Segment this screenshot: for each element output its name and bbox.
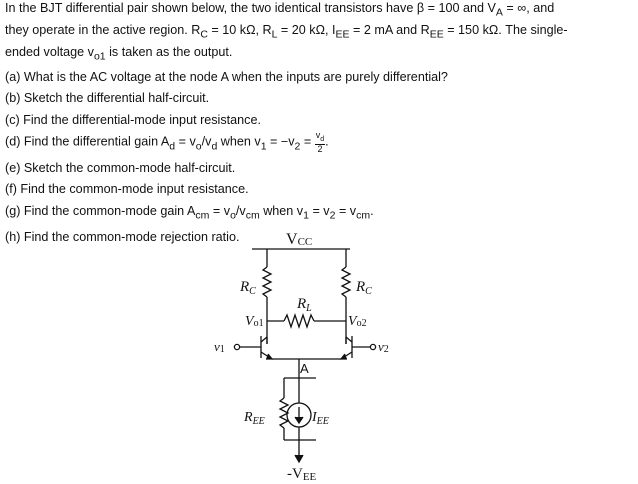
part-c: (c) Find the differential-mode input resistance.	[5, 112, 261, 127]
differential-pair-circuit	[200, 226, 400, 484]
node-a-label: A	[300, 361, 309, 376]
v1-label: v1	[214, 339, 225, 355]
vee-arrow	[295, 455, 303, 462]
rc-right-label: $R_C$	[356, 279, 372, 297]
part-f: (f) Find the common-mode input resistance.	[5, 182, 249, 197]
va-subscript: A	[495, 6, 503, 19]
fraction-vd-over-2: $\frac{v_d}{2}$	[315, 130, 325, 155]
rc-left-resistor	[263, 267, 271, 297]
part-b: (b) Sketch the differential half-circuit.	[5, 91, 210, 106]
question-parts	[5, 67, 635, 248]
intro-line-1: In the BJT differential pair shown below, the two identical transistors have β = 100 and $V_A$ = ∞, and	[5, 1, 555, 19]
part-a: (a) What is the AC voltage at the node A when the inputs are purely differential?	[5, 70, 448, 85]
ree-label: $R_{EE}$	[244, 410, 265, 427]
problem-intro	[5, 0, 635, 66]
vcc-label: VCC	[286, 231, 313, 248]
part-d: (d) Find the differential gain $A_d = v_o/v_d$ when $v_1 = -v_2$ = $\frac{v_d}{2}$ .	[5, 130, 329, 155]
intro-line-2: they operate in the active region. $R_C = 10$ kΩ, $R_L = 20$ kΩ, $I_{EE} = 2$ mA and $R_{EE} = 150$ kΩ. The single-	[5, 23, 568, 41]
part-g: (g) Find the common-mode gain $A_{cm} = v_o/v_{cm}$ when $v_1 = v_2 = v_{cm}$.	[5, 203, 374, 222]
v2-input-terminal	[370, 344, 375, 349]
rc-right-resistor	[342, 267, 350, 297]
vo1-label: Vo1	[245, 314, 264, 329]
intro-line-3: ended voltage $v_{o1}$ is taken as the output.	[5, 45, 233, 63]
rl-resistor	[284, 315, 314, 327]
vee-label: -VEE	[287, 466, 317, 483]
vo2-label: Vo2	[348, 314, 367, 329]
part-e: (e) Sketch the common-mode half-circuit.	[5, 160, 236, 175]
part-h: (h) Find the common-mode rejection ratio.	[5, 229, 240, 244]
v2-label: v2	[378, 339, 389, 355]
v1-input-terminal	[234, 344, 239, 349]
rc-left-label: $R_C$	[240, 279, 256, 297]
rl-label: $R_L$	[297, 296, 312, 314]
problem-statement	[5, 0, 635, 248]
iee-label: $I_{EE}$	[312, 410, 329, 427]
